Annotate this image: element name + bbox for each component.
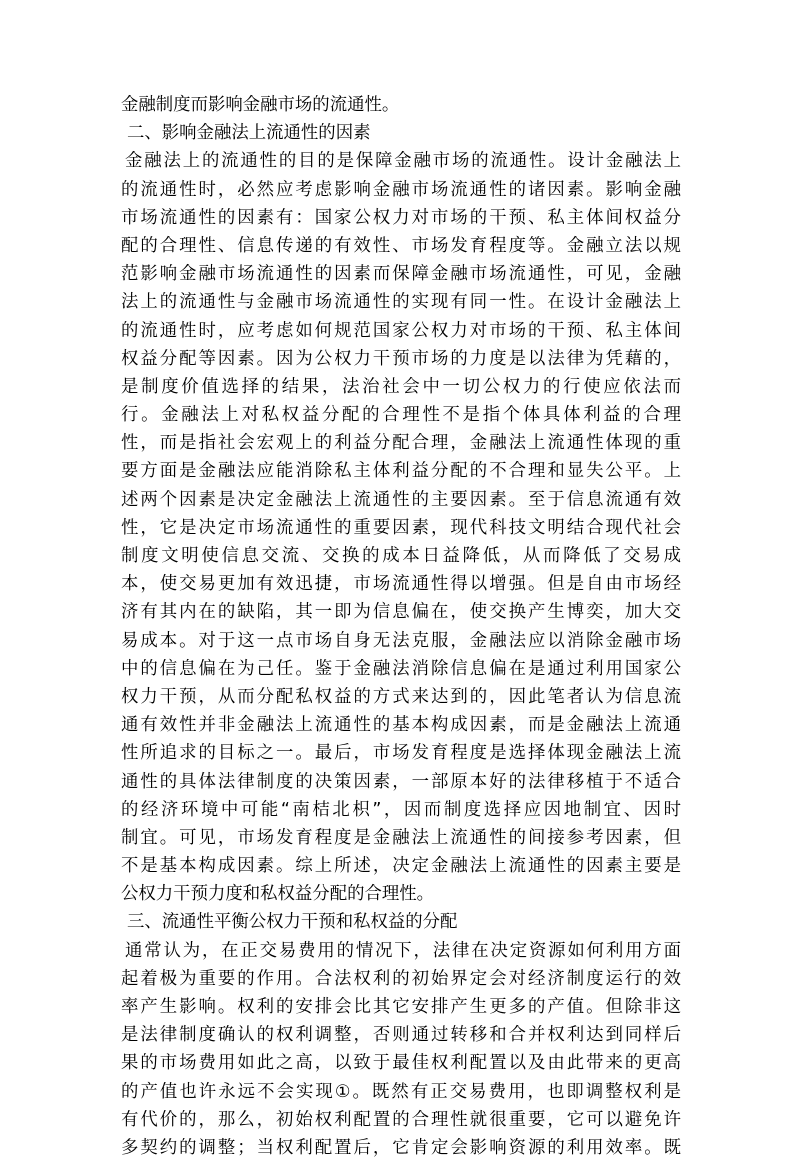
paragraph-line: 的流通性时，应考虑如何规范国家公权力对市场的干预、私主体间 — [121, 320, 681, 341]
paragraph-line: 金融法上的流通性的目的是保障金融市场的流通性。设计金融法上 — [125, 151, 681, 172]
paragraph-line: 是制度价值选择的结果，法治社会中一切公权力的行使应依法而 — [121, 376, 681, 397]
paragraph-line: 通性的具体法律制度的决策因素，一部原本好的法律移植于不适合 — [121, 771, 681, 792]
paragraph-line: 行。金融法上对私权益分配的合理性不是指个体具体利益的合理 — [121, 405, 681, 426]
paragraph-line: 公权力干预力度和私权益分配的合理性。 — [121, 884, 435, 905]
paragraph-line: 的经济环境中可能“南桔北枳”，因而制度选择应因地制宜、因时 — [121, 799, 681, 820]
section-heading: 三、流通性平衡公权力干预和私权益的分配 — [127, 912, 458, 933]
paragraph-line: 权力干预，从而分配私权益的方式来达到的，因此笔者认为信息流 — [121, 686, 681, 707]
document-body — [121, 91, 681, 1162]
paragraph-line: 述两个因素是决定金融法上流通性的主要因素。至于信息流通有效 — [121, 489, 681, 510]
paragraph-line: 金融制度而影响金融市场的流通性。 — [121, 95, 400, 115]
paragraph-line: 起着极为重要的作用。合法权利的初始界定会对经济制度运行的效 — [121, 968, 681, 989]
paragraph-line: 多契约的调整；当权利配置后，它肯定会影响资源的利用效率。既 — [121, 1137, 681, 1158]
paragraph-line: 率产生影响。权利的安排会比其它安排产生更多的产值。但除非这 — [121, 997, 681, 1017]
paragraph-line: 性，而是指社会宏观上的利益分配合理，金融法上流通性体现的重 — [121, 433, 681, 454]
paragraph-line: 本，使交易更加有效迅捷，市场流通性得以增强。但是自由市场经 — [121, 574, 681, 595]
paragraph-line: 配的合理性、信息传递的有效性、市场发育程度等。金融立法以规 — [121, 235, 681, 256]
paragraph-line: 范影响金融市场流通性的因素而保障金融市场流通性，可见，金融 — [121, 264, 681, 285]
paragraph-line: 性所追求的目标之一。最后，市场发育程度是选择体现金融法上流 — [121, 743, 681, 764]
paragraph-line: 制度文明使信息交流、交换的成本日益降低，从而降低了交易成 — [121, 546, 681, 566]
paragraph-line: 法上的流通性与金融市场流通性的实现有同一性。在设计金融法上 — [121, 292, 681, 313]
paragraph-line: 性，它是决定市场流通性的重要因素，现代科技文明结合现代社会 — [121, 517, 681, 538]
paragraph-line: 的流通性时，必然应考虑影响金融市场流通性的诸因素。影响金融 — [121, 179, 681, 200]
paragraph-line: 的产值也许永远不会实现①。既然有正交易费用，也即调整权利是 — [121, 1081, 681, 1102]
paragraph-line: 果的市场费用如此之高，以致于最佳权利配置以及由此带来的更高 — [121, 1053, 681, 1074]
paragraph-line: 通有效性并非金融法上流通性的基本构成因素，而是金融法上流通 — [121, 715, 681, 736]
paragraph-line: 有代价的，那么，初始权利配置的合理性就很重要，它可以避免许 — [121, 1109, 681, 1130]
paragraph-line: 制宜。可见，市场发育程度是金融法上流通性的间接参考因素，但 — [121, 827, 681, 848]
paragraph-line: 易成本。对于这一点市场自身无法克服，金融法应以消除金融市场 — [121, 630, 681, 651]
paragraph-line: 济有其内在的缺陷，其一即为信息偏在，使交换产生博奕，加大交 — [121, 602, 681, 623]
paragraph-line: 不是基本构成因素。综上所述，决定金融法上流通性的因素主要是 — [121, 856, 681, 877]
paragraph-line: 权益分配等因素。因为公权力干预市场的力度是以法律为凭藉的， — [121, 348, 681, 369]
paragraph-line: 通常认为，在正交易费用的情况下，法律在决定资源如何利用方面 — [125, 940, 681, 961]
paragraph-line: 是法律制度确认的权利调整，否则通过转移和合并权利达到同样后 — [121, 1025, 681, 1046]
paragraph-line: 市场流通性的因素有：国家公权力对市场的干预、私主体间权益分 — [121, 207, 681, 228]
section-heading: 二、影响金融法上流通性的因素 — [127, 123, 371, 144]
paragraph-line: 中的信息偏在为己任。鉴于金融法消除信息偏在是通过利用国家公 — [121, 658, 681, 679]
paragraph-line: 要方面是金融法应能消除私主体利益分配的不合理和显失公平。上 — [121, 461, 681, 482]
